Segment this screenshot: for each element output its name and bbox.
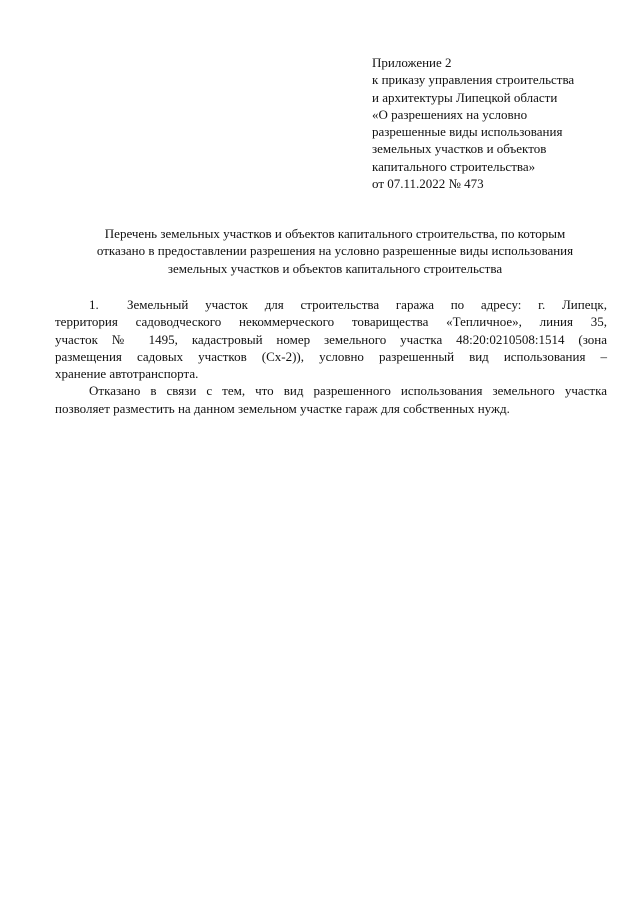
document-title-line: земельных участков и объектов капитального строительства <box>167 260 503 276</box>
document-title <box>40 225 630 277</box>
document-title-line: Перечень земельных участков и объектов капитального строительства, по которым <box>104 226 566 241</box>
list-item-text-line: территория садоводческого некоммерческого товарищества «Тепличное», линия 35, <box>55 314 607 330</box>
document-title-line: отказано в предоставлении разрешения на условно разрешенные виды использования <box>96 243 574 259</box>
appendix-header-line: капитального строительства» <box>372 158 536 174</box>
list-item-first-line <box>55 296 607 313</box>
appendix-header-line: от 07.11.2022 № 473 <box>372 176 484 192</box>
appendix-header <box>372 54 634 192</box>
list-item-text-line: Земельный участок для строительства гаража по адресу: г. Липецк, <box>127 297 607 312</box>
refusal-text-line: Отказано в связи с тем, что вид разрешенного использования земельного участка <box>89 383 607 399</box>
list-item-text-line: хранение автотранспорта. <box>55 366 199 382</box>
appendix-header-line: к приказу управления строительства <box>372 72 575 88</box>
appendix-header-line: земельных участков и объектов <box>372 141 547 157</box>
appendix-header-line: Приложение 2 <box>372 55 452 70</box>
appendix-header-line: «О разрешениях на условно <box>372 106 528 122</box>
refusal-text-line: позволяет разместить на данном земельном участке гараж для собственных нужд. <box>55 400 510 416</box>
list-item-number: 1. <box>89 297 99 312</box>
appendix-header-line: и архитектуры Липецкой области <box>372 89 558 105</box>
list-item-text-line: участок № 1495, кадастровый номер земельного участка 48:20:0210508:1514 (зона <box>55 331 607 347</box>
list-item <box>55 296 607 417</box>
list-item-text-line: размещения садовых участков (Сх-2)), условно разрешенный вид использования – <box>55 348 607 364</box>
appendix-header-line: разрешенные виды использования <box>372 124 563 140</box>
